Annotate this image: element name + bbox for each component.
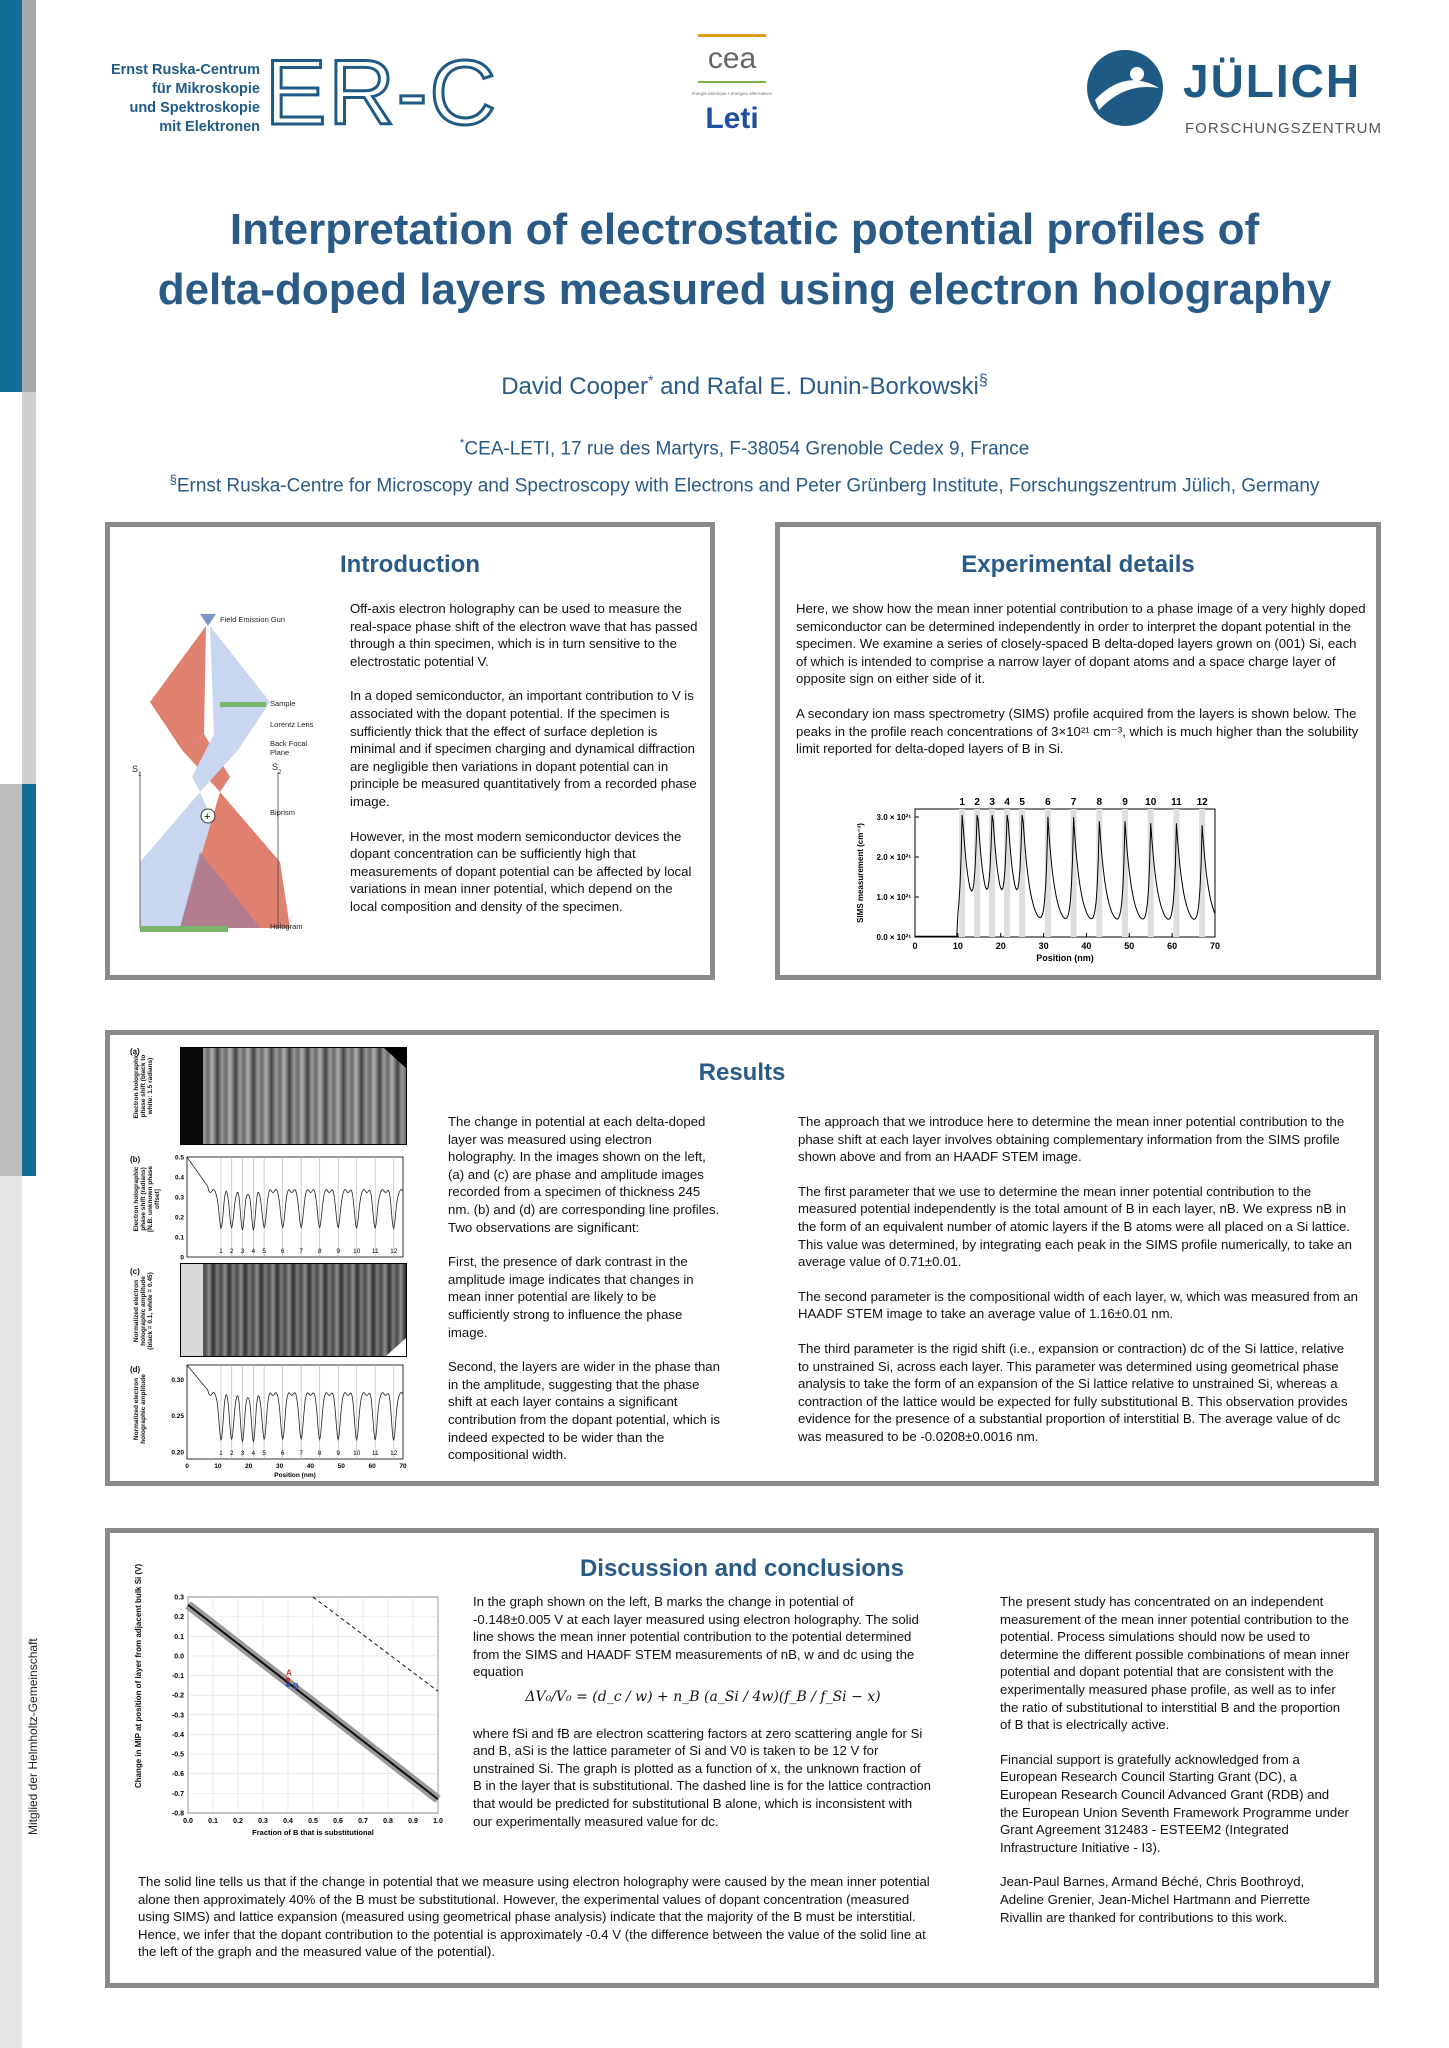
sims-xtick-label: 40 <box>1081 941 1092 951</box>
fig-label-a: (a) <box>130 1047 140 1056</box>
sims-peak-label: 4 <box>1004 797 1010 808</box>
mip-xtick-label: 0.5 <box>308 1818 318 1825</box>
amp-layer-label: 9 <box>336 1450 341 1457</box>
mip-ytick-label: -0.2 <box>171 1692 184 1700</box>
leti-mark: Leti <box>705 102 759 135</box>
mip-xtick-label: 1.0 <box>433 1818 443 1825</box>
results-paragraph: The change in potential at each delta-doped layer was measured using electron holography. In the images shown on the left, (a) and (c) are phase and amplitude images recorded from a specimen of thickness 245 nm. (b) and (d) are corresponding line profiles. Two observations are significant: <box>448 1114 720 1235</box>
experimental-heading: Experimental details <box>961 551 1195 578</box>
amp-xlabel: Position (nm) <box>274 1472 316 1479</box>
mip-xtick-label: 0.8 <box>383 1818 393 1825</box>
amp-xtick-label: 0 <box>185 1463 189 1470</box>
mip-equation: ΔV₀/V₀ = (d_c / w) + n_B (a_Si / 4w)(f_B / f_Si − x) <box>525 1688 881 1705</box>
mip-xtick-label: 0.9 <box>408 1818 418 1825</box>
discussion-paragraph: The solid line tells us that if the change in potential that we measure using electron holography were caused by the mean inner potential alone then approximately 40% of the B must be substitutional. However, the experimental values of dopant concentration (measured using SIMS) and lattice expansion (measured using geometrical phase analysis) indicate that the majority of the B must be interstitial. Hence, we infer that the dopant contribution to the potential is approximately -0.4 V (the difference between the value of the solid line at the left of the graph and the measured value of the potential). <box>138 1874 930 1960</box>
sims-peak-label: 7 <box>1070 797 1077 808</box>
amp-xtick-label: 10 <box>214 1463 222 1470</box>
discussion-middle <box>473 1593 933 1847</box>
amp-layer-label: 11 <box>371 1450 379 1457</box>
sims-ytick-label: 2.0 × 10²¹ <box>876 853 911 862</box>
exp-paragraph: A secondary ion mass spectrometry (SIMS) profile acquired from the layers is shown below. The peaks in the profile reach concentrations of 3×10²¹ cm⁻³, which is much higher than the solubility limit reported for delta-doped layers of B in Si. <box>796 705 1359 757</box>
label-lens: Lorentz Lens <box>270 720 314 729</box>
fig-ylabel-b: Electron holographic phase shift (radians) [N.B. unknown phase offset] <box>133 1165 161 1233</box>
label-s1: S <box>132 764 139 774</box>
mip-marker <box>286 1683 290 1687</box>
sims-peak-label: 9 <box>1122 797 1128 808</box>
erc-line: für Mikroskopie <box>152 81 260 97</box>
phase-image <box>180 1047 407 1145</box>
intro-paragraph: Off-axis electron holography can be used to measure the real-space phase shift of the electron wave that has passed through a thin specimen, which is in turn sensitive to the electrostatic potential V. <box>350 601 698 669</box>
mip-chart <box>148 1589 448 1849</box>
introduction-text <box>350 600 702 933</box>
side-bar-top <box>0 0 22 392</box>
intro-paragraph: However, in the most modern semiconductor devices the dopant concentration can be sufficiently high that measurements of dopant potential can be affected by local variations in mean inner potential, which depend on the local composition and density of the specimen. <box>350 828 692 914</box>
title-line-1: Interpretation of electrostatic potential profiles of <box>229 205 1260 254</box>
phase-layer-label: 10 <box>353 1248 361 1255</box>
label-bfp-2: Plane <box>270 748 290 757</box>
mip-ytick-label: -0.1 <box>171 1673 184 1681</box>
amp-ytick-label: 0.20 <box>171 1449 184 1457</box>
discussion-paragraph: In the graph shown on the left, B marks the change in potential of -0.148±0.005 V at each layer measured using electron holography. The solid line shows the mean inner potential contribution to the potential determined from the SIMS and HAADF STEM measurements of nB, w and dc using the equation <box>473 1594 919 1680</box>
label-field-emission: Field Emission Gun <box>220 615 286 624</box>
amp-xtick-label: 30 <box>275 1463 284 1470</box>
phase-layer-label: 11 <box>371 1248 379 1255</box>
julich-sub: FORSCHUNGSZENTRUM <box>1185 120 1382 137</box>
amp-layer-label: 5 <box>262 1450 266 1457</box>
mip-ytick-label: -0.8 <box>171 1810 184 1818</box>
mip-ytick-label: 0.0 <box>174 1653 184 1661</box>
sims-xtick-label: 50 <box>1124 941 1135 951</box>
introduction-panel <box>105 522 715 980</box>
exp-paragraph: Here, we show how the mean inner potential contribution to a phase image of a very highly doped semiconductor can be determined independently in order to interpret the dopant potential in the specimen. We examine a series of closely-spaced B delta-doped layers grown on (001) Si, each of which is intended to comprise a narrow layer of dopant atoms and a space charge layer of opposite sign on either side of it. <box>796 601 1366 687</box>
sims-chart <box>855 787 1315 972</box>
authors: David Cooper* and Rafal E. Dunin-Borkowski§ <box>501 372 988 400</box>
results-paragraph: The third parameter is the rigid shift (i.e., expansion or contraction) dc of the Si lattice, relative to unstrained Si, across each layer. This parameter was determined using geometrical phase analysis to take the form of an expansion of the Si lattice relative to unstrained Si, whereas a contraction of the lattice would be expected for fully substitutional B. This observation provides evidence for the presence of a substantial proportion of interstitial B. The average value of dc was measured to be -0.0208±0.0016 nm. <box>798 1340 1348 1444</box>
results-paragraph: Second, the layers are wider in the phase than in the amplitude, suggesting that the phase shift at each layer contains a significant contribution from the dopant potential, which is indeed expected to be wider than the compositional width. <box>448 1359 720 1463</box>
phase-layer-label: 3 <box>240 1248 245 1255</box>
phase-layer-label: 5 <box>262 1248 266 1255</box>
title-line-2: delta-doped layers measured using electron holography <box>157 265 1332 314</box>
label-s2: S <box>272 762 279 772</box>
phase-ytick-label: 0.2 <box>174 1214 184 1222</box>
holography-diagram <box>120 602 370 932</box>
results-col2 <box>798 1113 1358 1463</box>
phase-ytick-label: 0.4 <box>174 1174 184 1182</box>
sims-peak-label: 5 <box>1019 797 1025 808</box>
amp-layer-label: 12 <box>390 1450 398 1457</box>
discussion-right <box>1000 1593 1350 1943</box>
side-bar-lower-grey <box>0 784 22 1176</box>
discussion-paragraph: Jean-Paul Barnes, Armand Béché, Chris Boothroyd, Adeline Grenier, Jean-Michel Hartmann and Pierrette Rivallin are thanked for contributions to this work. <box>1000 1874 1311 1925</box>
sims-xtick-label: 70 <box>1209 941 1221 951</box>
sims-peak-label: 6 <box>1045 797 1051 808</box>
results-panel <box>105 1030 1379 1486</box>
phase-frame <box>187 1157 403 1257</box>
mip-xtick-label: 0.6 <box>333 1818 343 1825</box>
phase-layer-label: 12 <box>390 1248 398 1255</box>
discussion-paragraph: Financial support is gratefully acknowledged from a European Research Council Starting Grant (DC), a European Research Council Advanced Grant (RDB) and the European Union Seventh Framework Programme under Grant Agreement 312483 - ESTEEM2 (Integrated Infrastructure Initiative - I3). <box>1000 1751 1349 1855</box>
sims-peak-label: 12 <box>1196 797 1208 808</box>
results-heading: Results <box>698 1059 786 1086</box>
amp-ytick-label: 0.30 <box>171 1376 184 1384</box>
results-paragraph: The first parameter that we use to determine the mean inner potential contribution to the measured potential independently is the total amount of B in each layer, nB. We express nB in the form of an equivalent number of atomic layers if the B atoms were all placed on a Si lattice. This value was determined, by integrating each peak in the SIMS profile numerically, to take an average value of 0.71±0.01. <box>798 1183 1352 1270</box>
erc-line: und Spektroskopie <box>129 100 260 116</box>
side-text: Mitglied der Helmholtz-Gemeinschaft <box>26 1638 40 1835</box>
mip-ytick-label: -0.6 <box>171 1771 184 1779</box>
results-col1 <box>448 1113 720 1481</box>
mip-ytick-label: -0.7 <box>171 1790 184 1798</box>
affiliations: *CEA-LETI, 17 rue des Martyrs, F-38054 Grenoble Cedex 9, France §Ernst Ruska-Centre for Microscopy and Spectroscopy with Electrons and Peter Grünberg Institute, Forschungszentrum Jülich, Germany <box>169 436 1320 497</box>
amp-xtick-label: 60 <box>368 1463 376 1470</box>
label-bfp-1: Back Focal <box>270 739 308 748</box>
sims-xtick-label: 60 <box>1167 941 1178 951</box>
label-sample: Sample <box>270 699 296 708</box>
side-bar-top-grey <box>22 0 36 392</box>
julich-emblem-icon <box>1085 48 1165 128</box>
phase-profile-chart <box>165 1153 405 1263</box>
mip-ytick-label: 0.3 <box>174 1594 184 1602</box>
amp-layer-label: 10 <box>353 1450 361 1457</box>
sims-xtick-label: 30 <box>1038 941 1049 951</box>
phase-layer-label: 9 <box>336 1248 341 1255</box>
mip-marker-label: A <box>286 1668 292 1678</box>
amp-xtick-label: 70 <box>399 1463 407 1470</box>
amp-layer-label: 8 <box>317 1450 322 1457</box>
amp-layer-label: 6 <box>280 1450 285 1457</box>
side-bar-lower <box>22 784 36 1176</box>
sims-xlabel: Position (nm) <box>1036 953 1094 963</box>
phase-layer-label: 1 <box>219 1248 223 1255</box>
amp-layer-label: 3 <box>240 1450 245 1457</box>
amplitude-image <box>180 1263 407 1357</box>
discussion-paragraph: The present study has concentrated on an independent measurement of the mean inner potential contribution to the potential. Process simulations should now be used to determine the different possible combinations of mean inner potential and dopant potential that are consistent with the experimentally measured phase profile, as well as to infer the ratio of substitutional to interstitial B and the proportion of B that is electrically active. <box>1000 1594 1350 1733</box>
erc-line: mit Elektronen <box>159 119 260 135</box>
mip-ytick-label: -0.5 <box>171 1751 184 1759</box>
mip-ylabel: Change in MIP at position of layer from adjacent bulk Si (V) <box>134 1563 143 1789</box>
fig-label-c: (c) <box>130 1267 140 1276</box>
erc-logo <box>95 42 515 145</box>
fig-ylabel-d: Normalized electron holographic amplitude <box>133 1374 147 1444</box>
fig-label-b: (b) <box>130 1155 141 1164</box>
mip-xlabel: Fraction of B that is substitutional <box>252 1828 374 1837</box>
amp-layer-label: 7 <box>299 1450 303 1457</box>
svg-text:2: 2 <box>278 770 282 776</box>
poster-title <box>40 200 1449 320</box>
sims-ylabel: SIMS measurement (cm⁻³) <box>856 823 865 923</box>
label-hologram: Hologram <box>270 922 303 931</box>
sims-peak-label: 8 <box>1096 797 1103 808</box>
julich-mark: JÜLICH <box>1183 55 1362 107</box>
sims-peak-label: 2 <box>974 797 980 808</box>
amp-xtick-label: 50 <box>337 1463 345 1470</box>
results-paragraph: First, the presence of dark contrast in the amplitude image indicates that changes in mean inner potential are likely to be sufficiently strong to influence the phase image. <box>448 1254 694 1340</box>
svg-text:1: 1 <box>138 772 142 778</box>
julich-logo <box>1085 48 1385 148</box>
sims-ytick-label: 0.0 × 10²¹ <box>876 933 911 942</box>
biprism-plus: + <box>204 811 211 823</box>
affiliation-2: Ernst Ruska-Centre for Microscopy and Spectroscopy with Electrons and Peter Grünberg Institute, Forschungszentrum Jülich, Germany <box>176 475 1320 497</box>
sims-peak-label: 1 <box>959 797 965 808</box>
sims-xtick-label: 0 <box>912 941 918 951</box>
side-bar-bottom-grey <box>0 1176 22 2048</box>
discussion-panel <box>105 1528 1379 1988</box>
mip-ytick-label: -0.3 <box>171 1712 184 1720</box>
experimental-text <box>796 600 1366 775</box>
sims-xtick-label: 20 <box>995 941 1006 951</box>
mip-xtick-label: 0.3 <box>258 1818 268 1825</box>
erc-mark: ER-C <box>265 42 498 144</box>
mip-xtick-label: 0.4 <box>283 1818 293 1825</box>
sims-peak-label: 10 <box>1145 797 1157 808</box>
mip-xtick-label: 0.0 <box>183 1818 193 1825</box>
intro-paragraph: In a doped semiconductor, an important contribution to V is associated with the dopant potential. If the specimen is sufficiently thick that the effect of surface depletion is minimal and if specimen charging and dynamical diffraction are negligible then variations in dopant potential can in principle be measured quantitatively from a recorded phase image. <box>350 688 697 809</box>
discussion-bottom <box>138 1873 933 1978</box>
experimental-panel <box>775 522 1381 980</box>
amp-xtick-label: 20 <box>245 1463 253 1470</box>
amp-frame <box>187 1365 403 1459</box>
phase-layer-label: 8 <box>317 1248 322 1255</box>
phase-ytick-label: 0.3 <box>174 1194 184 1202</box>
sims-peak-label: 3 <box>989 797 995 808</box>
results-paragraph: The approach that we introduce here to determine the mean inner potential contribution to the phase shift at each layer involves obtaining complementary information from the SIMS profile shown above and from an HAADF STEM image. <box>798 1114 1345 1165</box>
mip-marker <box>286 1677 290 1681</box>
discussion-heading: Discussion and conclusions <box>579 1555 905 1582</box>
mip-xtick-label: 0.1 <box>208 1818 218 1825</box>
fig-label-d: (d) <box>130 1365 141 1374</box>
amp-xtick-label: 40 <box>306 1463 315 1470</box>
affiliation-1: CEA-LETI, 17 rue des Martyrs, F-38054 Grenoble Cedex 9, France <box>464 438 1030 460</box>
mip-xtick-label: 0.7 <box>358 1818 368 1825</box>
amplitude-profile-chart <box>165 1361 405 1483</box>
phase-layer-label: 6 <box>280 1248 285 1255</box>
fig-ylabel-c: Normalized electron holographic amplitude (black = 0.1, white = 0.45) <box>133 1272 154 1350</box>
phase-layer-label: 2 <box>229 1248 234 1255</box>
mip-ytick-label: 0.2 <box>174 1614 184 1622</box>
cea-tagline: énergie atomique • énergies alternatives <box>691 91 773 96</box>
mip-marker-label: B <box>293 1681 299 1691</box>
cea-mark: cea <box>707 42 757 75</box>
fig-ylabel-a: Electron holographic phase shift (black to white: 1.5 radians) <box>133 1053 154 1119</box>
sims-peak-label: 11 <box>1171 797 1182 808</box>
introduction-heading: Introduction <box>340 551 480 578</box>
sims-xtick-label: 10 <box>952 941 963 951</box>
discussion-paragraph: where fSi and fB are electron scattering factors at zero scattering angle for Si and B, aSi is the lattice parameter of Si and V0 is taken to be 12 V for unstrained Si. The graph is plotted as a function of x, the unknown fraction of B in the layer that is substitutional. The dashed line is for the lattice contraction that would be predicted for substitutional B alone, which is inconsistent with our experimentally measured value for dc. <box>473 1725 931 1829</box>
side-bar-mid-grey <box>22 392 36 784</box>
phase-ytick-label: 0.1 <box>174 1234 184 1242</box>
phase-layer-label: 4 <box>251 1248 256 1255</box>
amp-layer-label: 1 <box>219 1450 223 1457</box>
amp-layer-label: 2 <box>229 1450 234 1457</box>
sims-ytick-label: 1.0 × 10²¹ <box>876 893 911 902</box>
amp-ytick-label: 0.25 <box>171 1413 184 1421</box>
results-paragraph: The second parameter is the compositional width of each layer, w, which was measured from an HAADF STEM image to take an average value of 1.16±0.01 nm. <box>798 1288 1359 1322</box>
label-biprism: Biprism <box>270 808 296 817</box>
mip-xtick-label: 0.2 <box>233 1818 243 1825</box>
mip-ytick-label: 0.1 <box>174 1633 184 1641</box>
amp-layer-label: 4 <box>251 1450 256 1457</box>
cea-leti-logo <box>672 34 792 164</box>
sims-ytick-label: 3.0 × 10²¹ <box>876 813 911 822</box>
phase-ytick-label: 0 <box>180 1254 184 1262</box>
mip-ytick-label: -0.4 <box>171 1731 184 1739</box>
phase-ytick-label: 0.5 <box>174 1154 184 1162</box>
erc-line: Ernst Ruska-Centrum <box>110 62 260 78</box>
phase-layer-label: 7 <box>299 1248 303 1255</box>
